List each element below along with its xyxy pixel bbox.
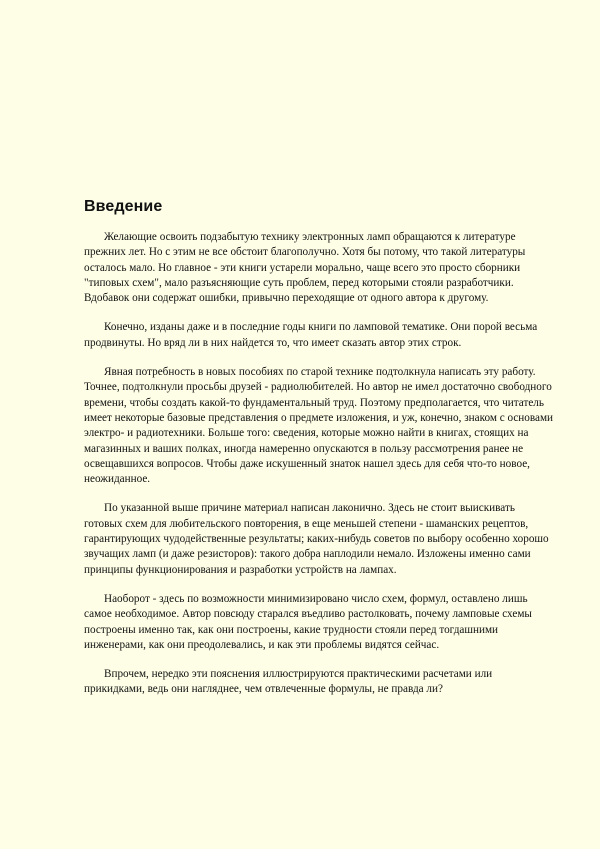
document-page [84,198,554,712]
page-title: Введение [84,198,163,215]
paragraph-6: Впрочем, нередко эти пояснения иллюстрируются практическими расчетами или прикидками, ведь они нагляднее, чем отвлеченные формулы, не правда ли? [84,668,493,696]
paragraph-4: По указанной выше причине материал написан лаконично. Здесь не стоит выискивать готовых схем для любительского повторения, в еще меньшей степени - шаманских рецептов, гарантирующих чудодейственные результаты; каких-нибудь советов по выбору особенно хорошо звучащих ламп (и даже резисторов): такого добра наплодили немало. Изложены именно сами принципы функционирования и разработки устройств на лампах. [84,502,549,576]
paragraph-3: Явная потребность в новых пособиях по старой технике подтолкнула написать эту работу. Точнее, подтолкнули просьбы друзей - радиолюбителей. Но автор не имел достаточно свободного времени, чтобы создать какой-то фундаментальный труд. Поэтому предполагается, что читатель имеет некоторые базовые представления о предмете изложения, и уж, конечно, знаком с основами электро- и радиотехники. Больше того: сведения, которые можно найти в книгах, стоящих на магазинных и ваших полках, иногда намеренно опускаются в пользу рассмотрения ранее не освещавшихся вопросов. Чтобы даже искушенный знаток нашел здесь для себя что-то новое, неожиданное. [84,366,554,486]
paragraph-5: Наоборот - здесь по возможности минимизировано число схем, формул, оставлено лишь самое необходимое. Автор повсюду старался въедливо растолковать, почему ламповые схемы построены именно так, как они построены, какие трудности стояли перед тогдашними инженерами, как они преодолевались, и как эти проблемы видятся сейчас. [84,592,532,651]
paragraph-2: Конечно, изданы даже и в последние годы книги по ламповой тематике. Они порой весьма продвинуты. Но вряд ли в них найдется то, что имеет сказать автор этих строк. [84,321,538,349]
paragraph-1: Желающие освоить подзабытую технику электронных ламп обращаются к литературе прежних лет. Но с этим не все обстоит благополучно. Хотя бы потому, что такой литературы осталось мало. Но главное - эти книги устарели морально, чаще всего это просто сборники "типовых схем", мало разъясняющие суть проблем, перед которыми стояли разработчики. Вдобавок они содержат ошибки, привычно переходящие от одного автора к другому. [84,231,526,305]
